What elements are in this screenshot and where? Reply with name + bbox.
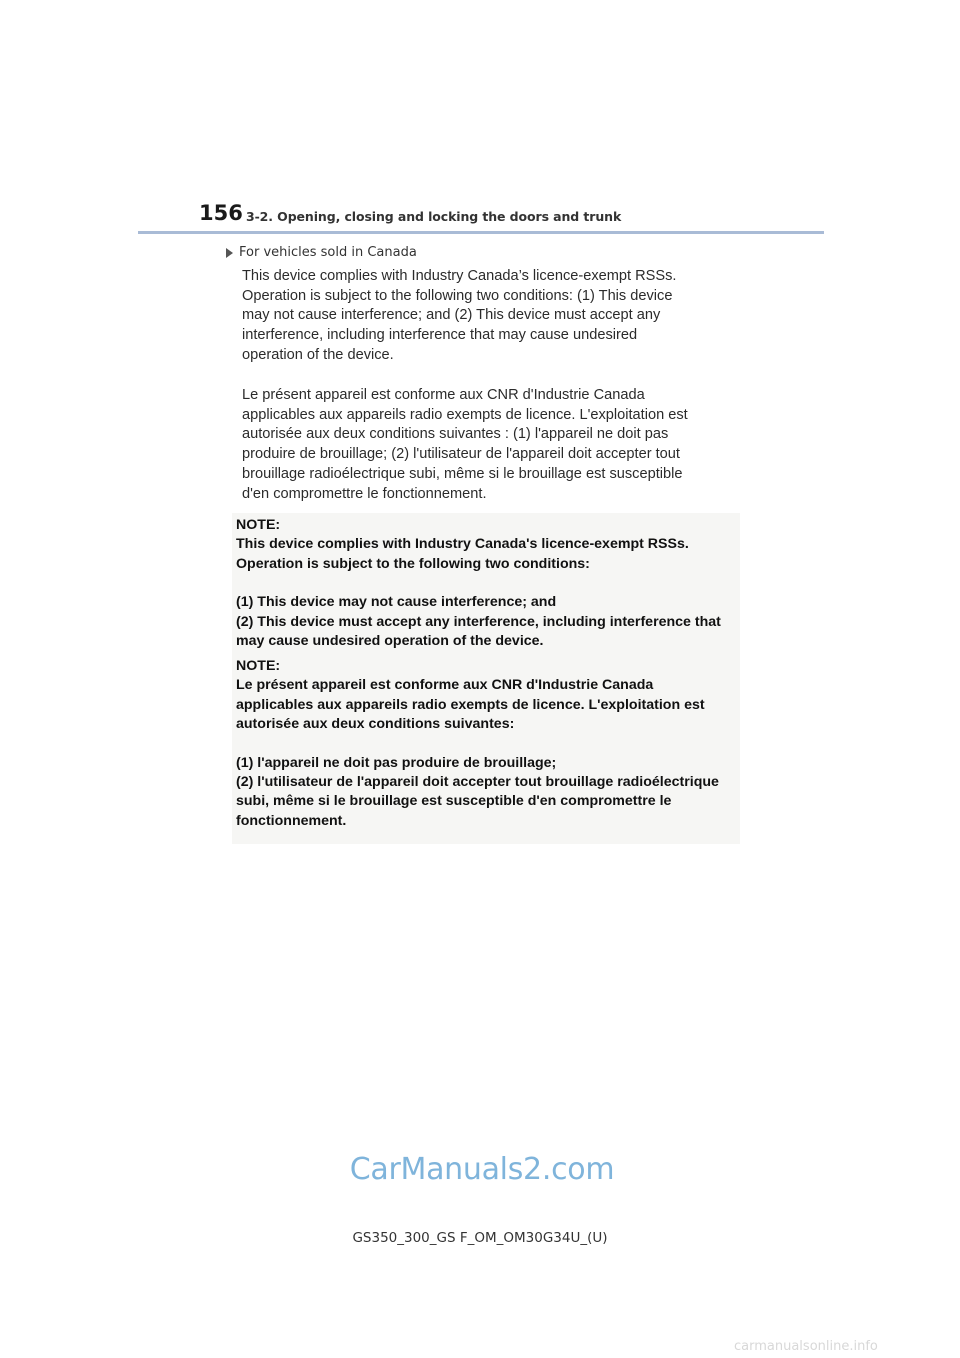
header-divider: [138, 231, 824, 234]
note-line: autorisée aux deux conditions suivantes:: [236, 716, 515, 733]
statement-line: interference, including interference that may cause undesired: [242, 327, 638, 344]
statement-line: autorisée aux deux conditions suivantes : (1) l'appareil ne doit pas: [242, 426, 669, 443]
note-line: applicables aux appareils radio exempts de licence. L'exploitation est: [236, 696, 705, 713]
statement-line: may not cause interference; and (2) This device must accept any: [242, 307, 661, 324]
statement-french: [242, 386, 742, 504]
note-item: (1) This device may not cause interference; and: [236, 594, 557, 611]
note-line: Le présent appareil est conforme aux CNR d'Industrie Canada: [236, 677, 654, 694]
statement-line: Operation is subject to the following two conditions: (1) This device: [242, 287, 673, 304]
bullet-item: [226, 245, 417, 260]
statement-line: produire de brouillage; (2) l'utilisateur de l'appareil doit accepter tout: [242, 446, 680, 463]
statement-line: brouillage radioélectrique subi, même si le brouillage est susceptible: [242, 465, 683, 482]
statement-line: Le présent appareil est conforme aux CNR d'Industrie Canada: [242, 387, 645, 403]
note-french: [232, 654, 740, 844]
note-item: (1) l'appareil ne doit pas produire de brouillage;: [236, 754, 557, 771]
note-spacer: [236, 735, 736, 754]
note-item: (2) This device must accept any interference, including interference that: [236, 613, 721, 630]
note-item: subi, même si le brouillage est susceptible d'en compromettre le: [236, 793, 672, 810]
note-label: NOTE:: [236, 658, 281, 674]
corner-watermark: carmanualsonline.info: [734, 1339, 878, 1354]
note-label: NOTE:: [236, 517, 281, 533]
triangle-right-icon: [226, 248, 233, 258]
statement-line: operation of the device.: [242, 346, 394, 363]
note-item: may cause undesired operation of the device.: [236, 633, 544, 650]
statement-line: d'en compromettre le fonctionnement.: [242, 485, 487, 502]
note-line: Operation is subject to the following two conditions:: [236, 555, 590, 572]
watermark-logo: CarManuals2.com: [349, 1152, 615, 1187]
note-item: (2) l'utilisateur de l'appareil doit accepter tout brouillage radioélectrique: [236, 774, 719, 791]
page-number: 156: [199, 201, 243, 225]
note-spacer: [236, 574, 736, 593]
bullet-text: For vehicles sold in Canada: [239, 245, 417, 260]
note-line: This device complies with Industry Canada's licence-exempt RSSs.: [236, 536, 689, 553]
statement-line: This device complies with Industry Canada’s licence-exempt RSSs.: [242, 268, 677, 284]
statement-english: [242, 267, 742, 366]
section-title: 3-2. Opening, closing and locking the doors and trunk: [246, 209, 622, 224]
note-item: fonctionnement.: [236, 812, 347, 829]
footer-code: GS350_300_GS F_OM_OM30G34U_(U): [352, 1230, 608, 1246]
note-english: [232, 513, 740, 655]
page-header: [0, 0, 960, 240]
statement-line: applicables aux appareils radio exempts de licence. L'exploitation est: [242, 406, 688, 423]
